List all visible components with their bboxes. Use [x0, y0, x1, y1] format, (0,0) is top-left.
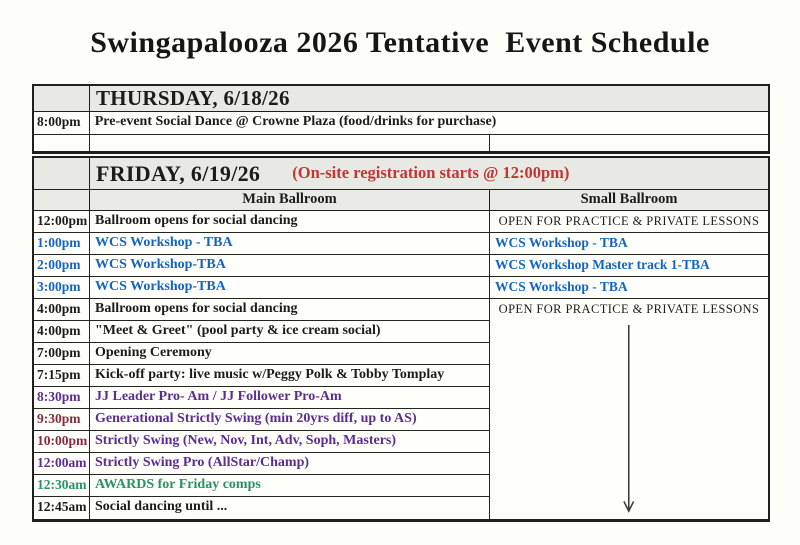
- friday-header-row: [34, 158, 768, 190]
- thursday-heading: THURSDAY, 6/18/26: [96, 86, 290, 110]
- time-cell: 7:15pm: [34, 365, 90, 386]
- friday-schedule-table: [32, 156, 770, 522]
- event-cell: "Meet & Greet" (pool party & ice cream social): [90, 321, 490, 342]
- small-ballroom-merged-cell: [490, 299, 768, 519]
- table-row: [34, 343, 490, 365]
- time-cell: 3:00pm: [34, 277, 90, 298]
- table-row: [34, 112, 768, 135]
- table-row: [34, 365, 490, 387]
- thursday-header-row: [34, 86, 768, 112]
- small-ballroom-cell: OPEN FOR PRACTICE & PRIVATE LESSONS: [490, 211, 768, 233]
- column-header-spacer-cell: [34, 190, 90, 210]
- time-cell: 9:30pm: [34, 409, 90, 430]
- time-cell: 12:45am: [34, 497, 90, 519]
- event-cell: Generational Strictly Swing (min 20yrs diff, up to AS): [90, 409, 490, 430]
- event-cell: Kick-off party: live music w/Peggy Polk & Tobby Tomplay: [90, 365, 490, 386]
- time-cell: 2:00pm: [34, 255, 90, 276]
- open-for-practice-label: OPEN FOR PRACTICE & PRIVATE LESSONS: [498, 302, 760, 316]
- main-ballroom-column-header: Main Ballroom: [90, 190, 490, 210]
- registration-note: (On-site registration starts @ 12:00pm): [292, 163, 570, 183]
- time-cell: 8:30pm: [34, 387, 90, 408]
- small-ballroom-cell: WCS Workshop - TBA: [490, 233, 768, 255]
- table-row: [34, 299, 490, 321]
- time-cell: 12:30am: [34, 475, 90, 496]
- time-cell: 8:00pm: [34, 112, 90, 134]
- page-title: Swingapalooza 2026 Tentative Event Schedule: [90, 26, 710, 59]
- event-cell: Strictly Swing (New, Nov, Int, Adv, Soph, Masters): [90, 431, 490, 452]
- friday-heading: FRIDAY, 6/19/26: [96, 160, 261, 186]
- table-row: [34, 233, 490, 255]
- thursday-schedule-table: [32, 84, 770, 154]
- table-row: [34, 453, 490, 475]
- time-cell: 12:00pm: [34, 211, 90, 232]
- table-row: [34, 497, 490, 519]
- table-row: [34, 431, 490, 453]
- table-row: [34, 409, 490, 431]
- event-cell: [90, 135, 490, 151]
- small-ballroom-column: [490, 211, 768, 519]
- friday-header-spacer-cell: [34, 158, 90, 189]
- event-cell: JJ Leader Pro- Am / JJ Follower Pro-Am: [90, 387, 490, 408]
- main-ballroom-rows: [34, 211, 490, 519]
- table-row: [34, 387, 490, 409]
- time-cell: 4:00pm: [34, 321, 90, 342]
- down-arrow-icon: [490, 325, 768, 515]
- event-cell: Strictly Swing Pro (AllStar/Champ): [90, 453, 490, 474]
- time-cell: 7:00pm: [34, 343, 90, 364]
- event-cell: Social dancing until ...: [90, 497, 490, 519]
- small-ballroom-column-header: Small Ballroom: [580, 191, 678, 207]
- event-cell: AWARDS for Friday comps: [90, 475, 490, 496]
- table-row: [34, 277, 490, 299]
- ballroom-column-header-row: [34, 190, 768, 211]
- time-cell: 1:00pm: [34, 233, 90, 254]
- event-cell: WCS Workshop - TBA: [90, 233, 490, 254]
- time-cell: 10:00pm: [34, 431, 90, 452]
- event-cell: Opening Ceremony: [90, 343, 490, 364]
- thursday-header-spacer-cell: [34, 86, 90, 111]
- event-cell: Pre-event Social Dance @ Crowne Plaza (food/drinks for purchase): [94, 114, 497, 129]
- table-row: [34, 255, 490, 277]
- table-row: [34, 475, 490, 497]
- small-ballroom-cell: WCS Workshop - TBA: [490, 277, 768, 299]
- small-ballroom-cell: [490, 135, 768, 151]
- event-cell: Ballroom opens for social dancing: [90, 211, 490, 232]
- time-cell: [34, 135, 90, 151]
- table-row: [34, 211, 490, 233]
- table-row: [34, 321, 490, 343]
- event-cell: Ballroom opens for social dancing: [90, 299, 490, 320]
- time-cell: 12:00am: [34, 453, 90, 474]
- time-cell: 4:00pm: [34, 299, 90, 320]
- event-cell: WCS Workshop-TBA: [90, 255, 490, 276]
- event-cell: WCS Workshop-TBA: [90, 277, 490, 298]
- table-row-empty: [34, 135, 768, 151]
- small-ballroom-cell: WCS Workshop Master track 1-TBA: [490, 255, 768, 277]
